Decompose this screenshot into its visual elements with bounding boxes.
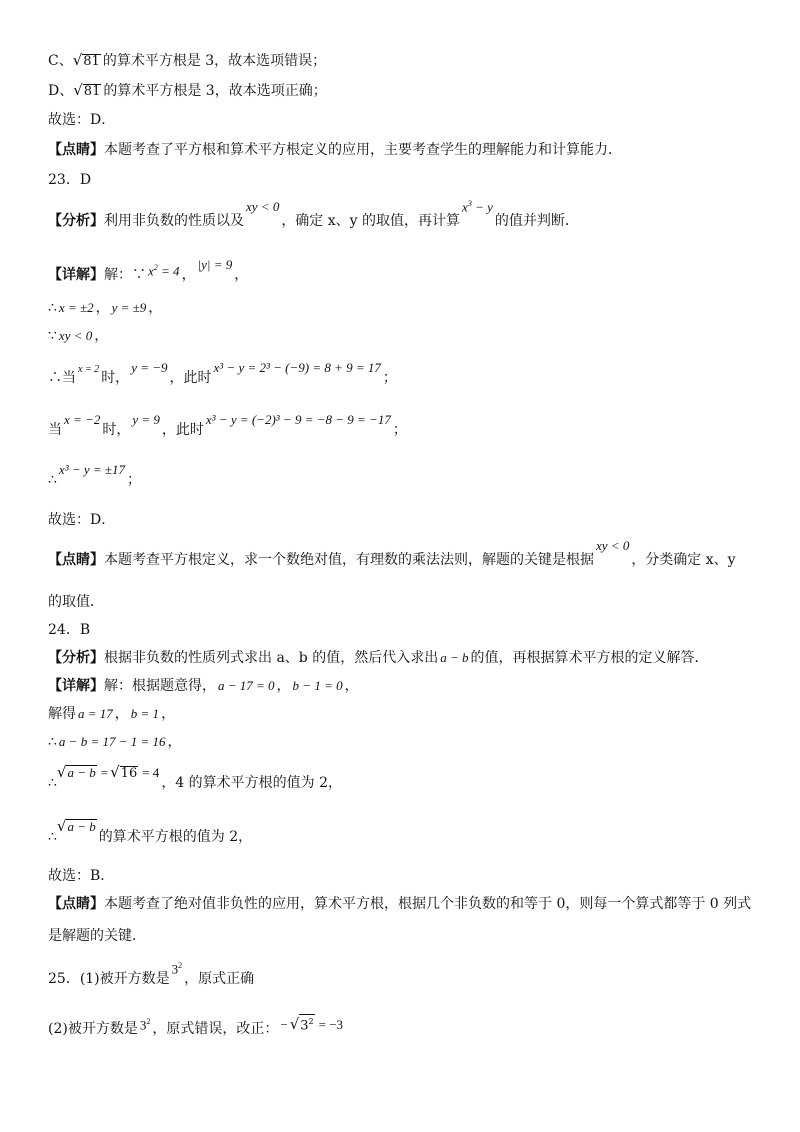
math-var: x — [148, 263, 154, 279]
comment-24-line — [48, 894, 751, 914]
math-result: = 4 — [142, 765, 160, 780]
separator: ； — [127, 472, 142, 488]
radicand — [299, 1014, 314, 1033]
math-abs-y-eq-9: |y| = 9 — [197, 257, 233, 273]
math-x-value: x = ±2 — [58, 300, 94, 315]
math-a-minus-b: a − b — [440, 650, 469, 665]
math-b-value: b = 1 — [130, 706, 160, 721]
step-text: 的算术平方根的值为 2， — [98, 829, 253, 845]
detail-23-line — [48, 257, 249, 285]
separator: ， — [148, 300, 163, 316]
separator: ； — [382, 370, 397, 386]
question-23-answer: 23．D — [48, 172, 92, 188]
case-text: 时， — [101, 370, 130, 386]
math-xy-lt-0: xy < 0 — [596, 538, 630, 553]
detail-tag: 【详解】 — [48, 267, 104, 284]
sqrt-expression — [57, 816, 99, 836]
math-a-value: a = 17 — [78, 706, 113, 721]
therefore-symbol: ∴ — [48, 472, 57, 488]
option-c-line — [48, 50, 326, 71]
case-text: ∴当 — [48, 370, 76, 386]
analysis-text: 根据非负数的性质列式求出 a、b 的值，然后代入求出 — [104, 650, 439, 666]
radicand: 81 — [83, 54, 100, 69]
sqrt-expression — [57, 762, 99, 782]
math-x-value: x = 2 — [78, 364, 100, 375]
therefore-symbol: ∴ — [48, 775, 57, 791]
math-base: 3 — [300, 1018, 309, 1034]
answer-text: ，原式正确 — [184, 971, 255, 988]
separator: ， — [167, 734, 182, 750]
analysis-tag: 【分析】 — [48, 650, 104, 666]
separator: ， — [94, 328, 109, 344]
case-text: 当 — [48, 422, 62, 438]
math-equation: b − 1 = 0 — [292, 678, 343, 693]
math-computation: a − b = 17 − 1 = 16 — [58, 734, 166, 749]
math-var: x — [462, 199, 468, 215]
analysis-text: 的值并判断． — [494, 213, 579, 230]
separator: ， — [181, 267, 196, 284]
math-x3-minus-y — [460, 194, 495, 217]
math-y-value: y = 9 — [132, 412, 160, 427]
comment-text: ，分类确定 x、y — [631, 552, 736, 568]
separator: ， — [161, 706, 176, 722]
math-exponent: 2 — [308, 1017, 314, 1026]
detail-text: 解：∵ — [104, 267, 146, 284]
therefore-symbol: ∴ — [48, 829, 57, 845]
comment-tag: 【点睛】 — [48, 896, 104, 912]
radical-sign-icon: √ — [56, 817, 67, 835]
case-1-line — [48, 360, 397, 390]
because-symbol: ∵ — [48, 328, 57, 344]
math-y-value: y = −9 — [131, 360, 168, 375]
math-exponent: 2 — [153, 263, 158, 272]
math-exponent: 3 — [467, 199, 472, 208]
math-rest: = 4 — [157, 263, 180, 279]
step-line — [48, 326, 108, 346]
therefore-symbol: ∴ — [48, 300, 57, 316]
radicand: 81 — [83, 84, 101, 99]
step-text: ，4 的算术平方根的值为 2， — [161, 775, 343, 791]
sqrt-81-expression — [73, 50, 103, 70]
math-result: = −3 — [318, 1017, 344, 1033]
case-text: ，此时 — [161, 422, 204, 438]
comment-24-continuation: 是解题的关键． — [48, 928, 146, 944]
math-computation: x³ − y = 2³ − (−9) = 8 + 9 = 17 — [213, 360, 381, 375]
step-line — [48, 817, 253, 847]
radicand: 16 — [120, 766, 138, 781]
analysis-text: 的值，再根据算术平方根的定义解答． — [470, 650, 709, 666]
math-equation: a − 17 = 0 — [218, 678, 275, 693]
question-24-answer: 24．B — [48, 622, 91, 638]
math-minus: − — [280, 1017, 288, 1033]
radicand: a − b — [67, 819, 96, 834]
analysis-text: ，确定 x、y 的取值，再计算 — [281, 213, 461, 230]
math-xy-lt-0: xy < 0 — [58, 328, 93, 343]
math-y-value: y = ±9 — [111, 300, 147, 315]
analysis-tag: 【分析】 — [48, 213, 104, 230]
comment-text: 本题考查平方根定义，求一个数绝对值，有理数的乘法法则，解题的关键是根据 — [104, 552, 594, 568]
case-2-line — [48, 412, 407, 440]
analysis-23-line — [48, 199, 579, 231]
conclusion-line — [48, 462, 142, 490]
option-c-label: C、 — [48, 53, 73, 69]
case-text: ，此时 — [169, 370, 212, 386]
comment-text: 本题考查了绝对值非负性的应用，算术平方根，根据几个非负数的和等于 0，则每一个算式都等于 0 列式 — [104, 896, 752, 912]
detail-text: 解：根据题意得， — [104, 678, 216, 694]
separator: ； — [392, 422, 407, 438]
comment-23-line — [48, 538, 736, 570]
math-3-squared — [138, 1012, 153, 1035]
analysis-text: 利用非负数的性质以及 — [104, 213, 244, 230]
step-line — [48, 732, 182, 752]
radical-sign-icon: √ — [110, 763, 120, 781]
math-xy-lt-0: xy < 0 — [246, 199, 280, 215]
sqrt-expression — [110, 762, 140, 782]
radicand: a − b — [67, 765, 96, 780]
question-25-part-2 — [48, 1016, 345, 1039]
option-d-text: 的算术平方根是 3，故本选项正确； — [103, 83, 327, 99]
math-x-value: x = −2 — [64, 412, 101, 427]
math-base: 3 — [139, 1017, 147, 1033]
math-result: x³ − y = ±17 — [58, 462, 126, 477]
separator: ， — [234, 267, 249, 284]
option-d-line — [48, 80, 327, 101]
radical-sign-icon: √ — [72, 51, 83, 69]
detail-24-line — [48, 676, 359, 696]
separator: ， — [95, 300, 110, 316]
comment-line — [48, 140, 622, 160]
therefore-symbol: ∴ — [48, 734, 57, 750]
answer-text: (2)被开方数是 — [48, 1021, 138, 1038]
math-x2-eq-4 — [146, 258, 182, 281]
answer-line: 故选：D． — [48, 112, 116, 128]
detail-tag: 【详解】 — [48, 678, 104, 694]
math-computation: x³ − y = (−2)³ − 9 = −8 − 9 = −17 — [205, 412, 391, 427]
comment-tag: 【点睛】 — [48, 552, 104, 568]
separator: ， — [344, 678, 359, 694]
math-base: 3 — [171, 961, 179, 977]
math-exponent: 2 — [146, 1017, 151, 1026]
step-text: 解得 — [48, 706, 76, 722]
math-exponent: 2 — [178, 961, 183, 970]
sqrt-expression — [290, 1014, 317, 1034]
comment-text: 本题考查了平方根和算术平方根定义的应用，主要考查学生的理解能力和计算能力． — [104, 142, 622, 158]
radical-sign-icon: √ — [73, 81, 83, 99]
question-25-part-1 — [48, 961, 255, 989]
analysis-24-line — [48, 648, 709, 668]
answer-text: ，原式错误，改正： — [152, 1021, 279, 1038]
separator: ， — [114, 706, 129, 722]
comment-tag: 【点睛】 — [48, 142, 104, 158]
radical-sign-icon: √ — [56, 763, 67, 781]
separator: ， — [276, 678, 291, 694]
case-text: 时， — [102, 422, 131, 438]
answer-text: 25．(1)被开方数是 — [48, 971, 170, 988]
math-equals: = — [100, 765, 109, 780]
sqrt-81-expression — [73, 80, 103, 100]
radical-sign-icon: √ — [289, 1015, 300, 1034]
step-line — [48, 704, 175, 724]
option-d-label: D、 — [48, 83, 74, 99]
answer-line: 故选：D． — [48, 512, 116, 528]
math-3-squared — [170, 956, 185, 979]
option-c-text: 的算术平方根是 3，故本选项错误； — [102, 53, 327, 69]
answer-line: 故选：B． — [48, 868, 115, 884]
step-line — [48, 763, 343, 793]
math-rest: − y — [471, 199, 493, 215]
comment-23-continuation: 的取值． — [48, 594, 104, 610]
step-line — [48, 298, 162, 318]
